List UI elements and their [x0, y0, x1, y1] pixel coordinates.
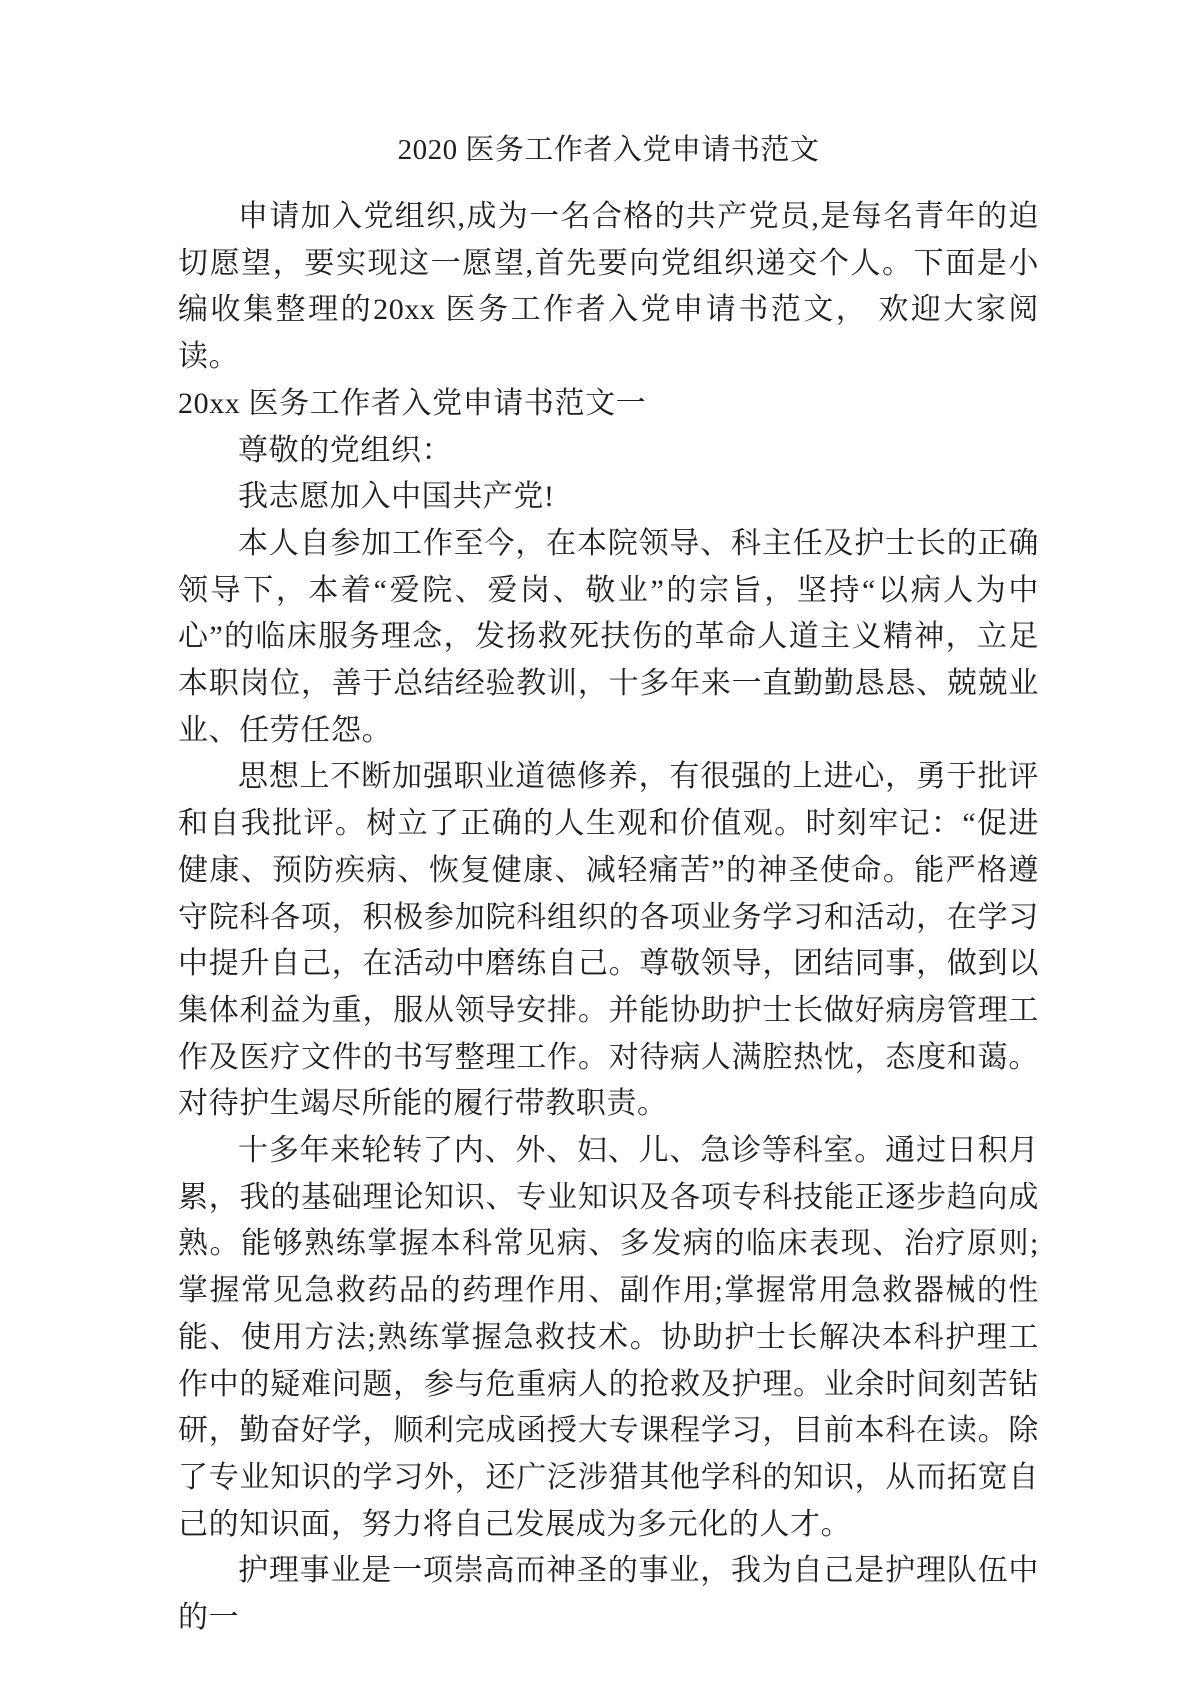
section-heading: 20xx 医务工作者入党申请书范文一 [178, 386, 647, 420]
salutation-line: 尊敬的党组织： [238, 433, 453, 467]
pledge-line: 我志愿加入中国共产党! [238, 480, 555, 514]
body-paragraph-4-truncated: 护理事业是一项崇高而神圣的事业，我为自己是护理队伍中的一 [178, 1554, 1039, 1635]
document-body [178, 130, 1039, 1642]
body-paragraph-3: 十多年来轮转了内、外、妇、儿、急诊等科室。通过日积月累，我的基础理论知识、专业知识及各项专科技能正逐步趋向成熟。能够熟练掌握本科常见病、多发病的临床表现、治疗原则;掌握常见急救药品的药理作用、副作用;掌握常用急救器械的性能、使用方法;熟练掌握急救技术。协助护士长解决本科护理工作中的疑难问题，参与危重病人的抢救及护理。业余时间刻苦钻研，勤奋好学，顺利完成函授大专课程学习，目前本科在读。除了专业知识的学习外，还广泛涉猎其他学科的知识，从而拓宽自己的知识面，努力将自己发展成为多元化的人才。 [178, 1134, 1039, 1541]
body-paragraph-2: 思想上不断加强职业道德修养，有很强的上进心，勇于批评和自我批评。树立了正确的人生观和价值观。时刻牢记：“促进健康、预防疾病、恢复健康、减轻痛苦”的神圣使命。能严格遵守院科各项，积极参加院科组织的各项业务学习和活动，在学习中提升自己，在活动中磨练自己。尊敬领导，团结同事，做到以集体利益为重，服从领导安排。并能协助护士长做好病房管理工作及医疗文件的书写整理工作。对待病人满腔热忱，态度和蔼。对待护生竭尽所能的履行带教职责。 [178, 760, 1039, 1121]
body-paragraph-1: 本人自参加工作至今，在本院领导、科主任及护士长的正确领导下，本着“爱院、爱岗、敬业”的宗旨，坚持“以病人为中心”的临床服务理念，发扬救死扶伤的革命人道主义精神，立足本职岗位，善于总结经验教训，十多年来一直勤勤恳恳、兢兢业业、任劳任怨。 [178, 526, 1039, 747]
intro-paragraph: 申请加入党组织,成为一名合格的共产党员,是每名青年的迫切愿望，要实现这一愿望,首先要向党组织递交个人。下面是小编收集整理的20xx 医务工作者入党申请书范文， 欢迎大家阅读。 [178, 200, 1039, 374]
document-title: 2020 医务工作者入党申请书范文 [397, 134, 820, 166]
